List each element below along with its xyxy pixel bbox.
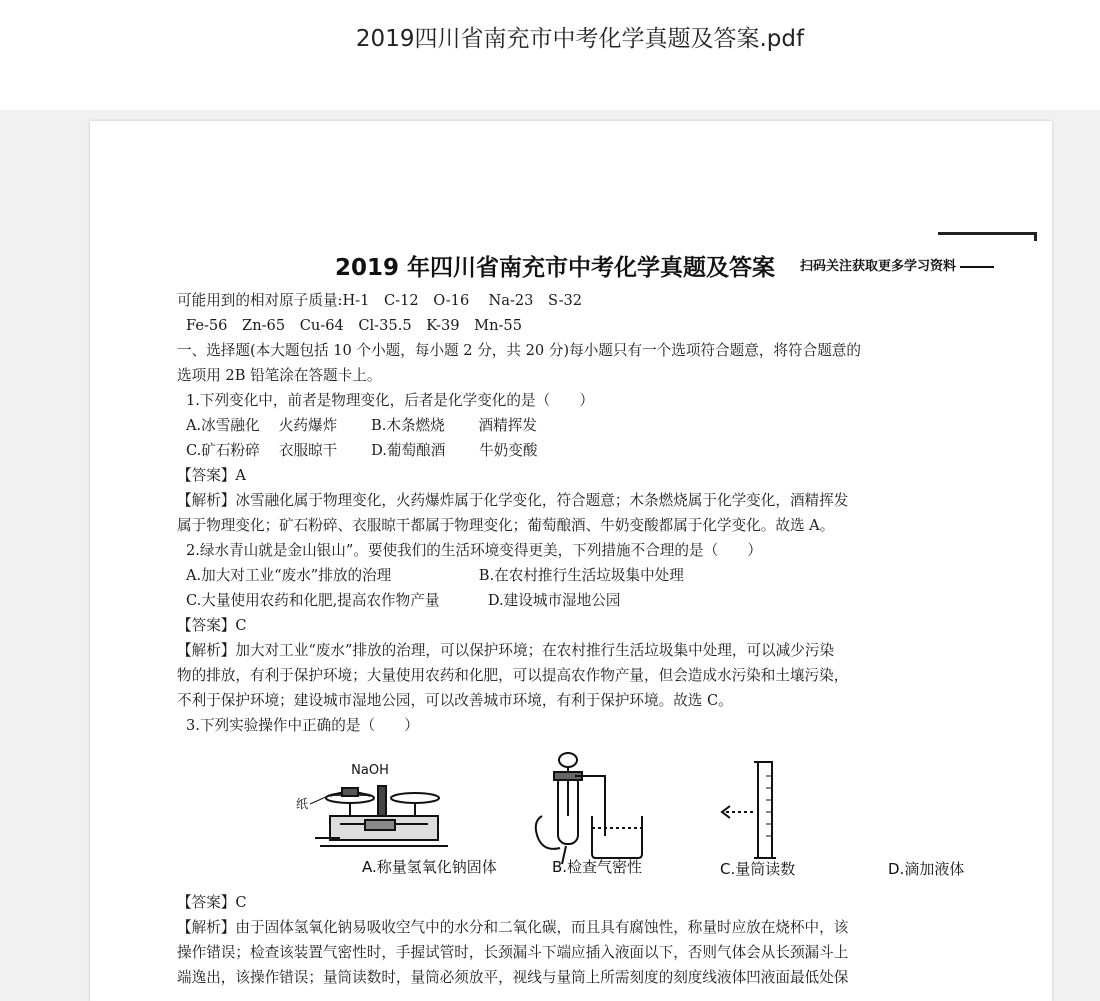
file-title: 2019四川省南充市中考化学真题及答案.pdf: [355, 26, 805, 52]
section-instruction-2: 选项用 2B 铅笔涂在答题卡上。: [177, 367, 382, 384]
q3-figure: [270, 746, 965, 886]
q2-options-ab: A.加大对工业“废水”排放的治理 B.在农村推行生活垃圾集中处理: [186, 567, 684, 584]
viewer-toolbar: [0, 0, 1100, 110]
q1-options-cd: C.矿石粉碎 衣服晾干 D.葡萄酿酒 牛奶变酸: [186, 442, 538, 459]
q2-options-cd: C.大量使用农药和化肥,提高农作物产量 D.建设城市湿地公园: [186, 592, 621, 609]
q1-answer: 【答案】A: [177, 467, 246, 484]
watermark-text: 扫码关注获取更多学习资料: [800, 255, 994, 274]
q2-analysis-3: 不利于保护环境；建设城市湿地公园，可以改善城市环境，有利于保护环境。故选 C。: [177, 692, 733, 709]
caption-a: A.称量氢氧化钠固体: [362, 858, 497, 876]
naoh-label: NaOH: [351, 763, 389, 778]
caption-d: D.滴加液体: [888, 860, 965, 878]
question-2: 2.绿水青山就是金山银山”。要使我们的生活环境变得更美，下列措施不合理的是（ ）: [186, 542, 762, 559]
q2-analysis-2: 物的排放，有利于保护环境；大量使用农药和化肥，可以提高农作物产量，但会造成水污染和土壤污染，: [177, 667, 849, 684]
question-3: 3.下列实验操作中正确的是（ ）: [186, 717, 419, 734]
corner-mark: [938, 232, 1037, 241]
q1-analysis-1: 【解析】冰雪融化属于物理变化，火药爆炸属于化学变化，符合题意；木条燃烧属于化学变化，酒精挥发: [177, 492, 849, 509]
atomic-mass-line-2: Fe-56 Zn-65 Cu-64 Cl-35.5 K-39 Mn-55: [186, 317, 522, 334]
balance-scale-icon: [310, 786, 448, 846]
q3-analysis-1: 【解析】由于固体氢氧化钠易吸收空气中的水分和二氧化碳，而且具有腐蚀性，称量时应放在烧杯中，该: [177, 919, 849, 936]
paper-label: 纸: [296, 797, 309, 811]
q3-analysis-2: 操作错误；检查该装置气密性时，手握试管时，长颈漏斗下端应插入液面以下，否则气体会从长颈漏斗上: [177, 944, 849, 961]
caption-c: C.量筒读数: [720, 860, 796, 878]
caption-b: B.检查气密性: [552, 858, 643, 876]
test-tube-with-funnel-icon: [536, 753, 642, 864]
q2-answer: 【答案】C: [177, 617, 247, 634]
q1-options-ab: A.冰雪融化 火药爆炸 B.木条燃烧 酒精挥发: [186, 417, 537, 434]
q2-analysis-1: 【解析】加大对工业“废水”排放的治理，可以保护环境；在农村推行生活垃圾集中处理，可以减少污染: [177, 642, 835, 659]
graduated-cylinder-icon: [722, 762, 776, 858]
q3-answer: 【答案】C: [177, 894, 247, 911]
q3-analysis-3: 端逸出，该操作错误；量筒读数时，量筒必须放平，视线与量筒上所需刻度的刻度线液体凹液面最低处保: [177, 969, 849, 986]
q1-analysis-2: 属于物理变化；矿石粉碎、衣服晾干都属于物理变化；葡萄酿酒、牛奶变酸都属于化学变化。故选 A。: [177, 517, 835, 534]
question-1: 1.下列变化中，前者是物理变化，后者是化学变化的是（ ）: [186, 392, 594, 409]
section-instruction-1: 一、选择题(本大题包括 10 个小题，每小题 2 分，共 20 分)每小题只有一个选项符合题意，将符合题意的: [177, 342, 861, 359]
atomic-mass-line-1: 可能用到的相对原子质量:H-1 C-12 O-16 Na-23 S-32: [177, 292, 583, 309]
pdf-page[interactable]: [90, 121, 1052, 1001]
document-title: 2019 年四川省南充市中考化学真题及答案: [335, 255, 776, 281]
